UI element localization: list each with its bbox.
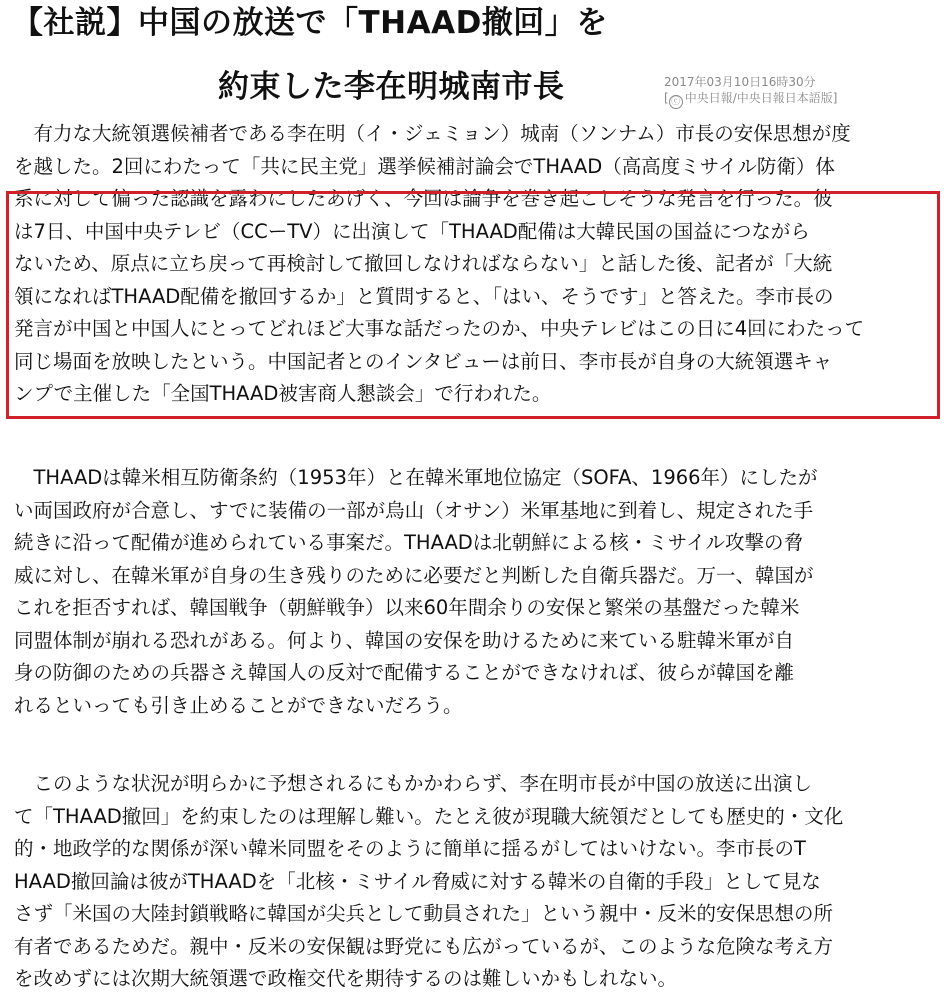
paragraph-line: 発言が中国と中国人にとってどれほど大事な話だったのか、中央テレビはこの日に4回にわたって [14, 317, 865, 340]
paragraph-line: 威に対し、在韓米軍が自身の生き残りのために必要だと判断した自衛兵器だ。万一、韓国が [14, 563, 814, 587]
article-paragraph-2 [14, 462, 942, 722]
paragraph-line: ンプで主催した「全国THAAD被害商人懇談会」で行われた。 [14, 382, 552, 405]
paragraph-line: さず「米国の大陸封鎖戦略に韓国が尖兵として動員された」という親中・反米的安保思想の所 [14, 902, 834, 925]
paragraph-line: これを拒否すれば、韓国戦争（朝鮮戦争）以来60年間余りの安保と繁栄の基盤だった韓米 [14, 596, 800, 619]
paragraph-line: 領になればTHAAD配備を撤回するか」と質問すると、「はい、そうです」と答えた。李市長の [14, 284, 834, 308]
paragraph-line: HAAD撤回論は彼がTHAADを「北核・ミサイル脅威に対する韓米の自衛的手段」として見な [14, 869, 821, 893]
paragraph-line: を越した。2回にわたって「共に民主党」選挙候補討論会でTHAAD（高高度ミサイル防衛）体 [14, 154, 835, 178]
article-paragraph-1 [14, 118, 942, 411]
paragraph-line: THAADは韓米相互防衛条約（1953年）と在韓米軍地位協定（SOFA、1966年）にしたが [14, 466, 818, 489]
paragraph-line: 続きに沿って配備が進められている事案だ。THAADは北朝鮮による核・ミサイル攻撃の脅 [14, 531, 803, 554]
article-source-text: 中央日報/中央日報日本語版 [684, 91, 833, 105]
paragraph-line: 有力な大統領選候補者である李在明（イ・ジェミョン）城南（ソンナム）市長の安保思想が度 [14, 122, 851, 145]
paragraph-line: い両国政府が合意し、すでに装備の一部が烏山（オサン）米軍基地に到着し、規定された手 [14, 498, 814, 522]
paragraph-line: このような状況が明らかに予想されるにもかかわらず、李在明市長が中国の放送に出演し [14, 772, 812, 795]
paragraph-line: 身の防御のための兵器さえ韓国人の反対で配備することができなければ、彼らが韓国を離 [14, 661, 795, 684]
paragraph-line: 的・地政学的な関係が深い韓米同盟をそのように簡単に揺るがしてはいけない。李市長のT [14, 837, 806, 860]
paragraph-line: て「THAAD撤回」を約束したのは理解し難い。たとえ彼が現職大統領だとしても歴史的・文化 [14, 804, 844, 828]
paragraph-line: 系に対して偏った認識を露わにしたあげく、今回は論争を巻き起こしそうな発言を行った。彼 [14, 187, 833, 210]
article-title-line-1: 【社説】中国の放送で「THAAD撤回」を [12, 5, 608, 41]
article-paragraph-3 [14, 768, 942, 996]
paragraph-line: 同盟体制が崩れる恐れがある。何より、韓国の安保を助けるために来ている駐韓米軍が自 [14, 628, 795, 652]
article-source: [ ⓒ 中央日報/中央日報日本語版] [664, 91, 838, 107]
paragraph-line: を改めずには次期大統領選で政権交代を期待するのは難しいかもしれない。 [14, 967, 678, 990]
copyright-icon: ⓒ [669, 95, 683, 109]
paragraph-line: 同じ場面を放映したという。中国記者とのインタビューは前日、李市長が自身の大統領選キャ [14, 349, 833, 373]
paragraph-line: は7日、中国中央テレビ（CCーTV）に出演して「THAAD配備は大韓民国の国益につながら [14, 219, 810, 243]
paragraph-line: 有者であるためだ。親中・反米の安保観は野党にも広がっているが、このような危険な考え方 [14, 934, 834, 958]
article-title-line-2: 約束した李在明城南市長 [218, 69, 565, 105]
paragraph-line: ないため、原点に立ち戻って再検討して撤回しなければならない」と話した後、記者が「大統 [14, 252, 833, 275]
article-timestamp: 2017年03月10日16時30分 [664, 75, 816, 89]
article-meta [664, 74, 837, 109]
paragraph-line: れるといっても引き止めることができないだろう。 [14, 693, 463, 717]
